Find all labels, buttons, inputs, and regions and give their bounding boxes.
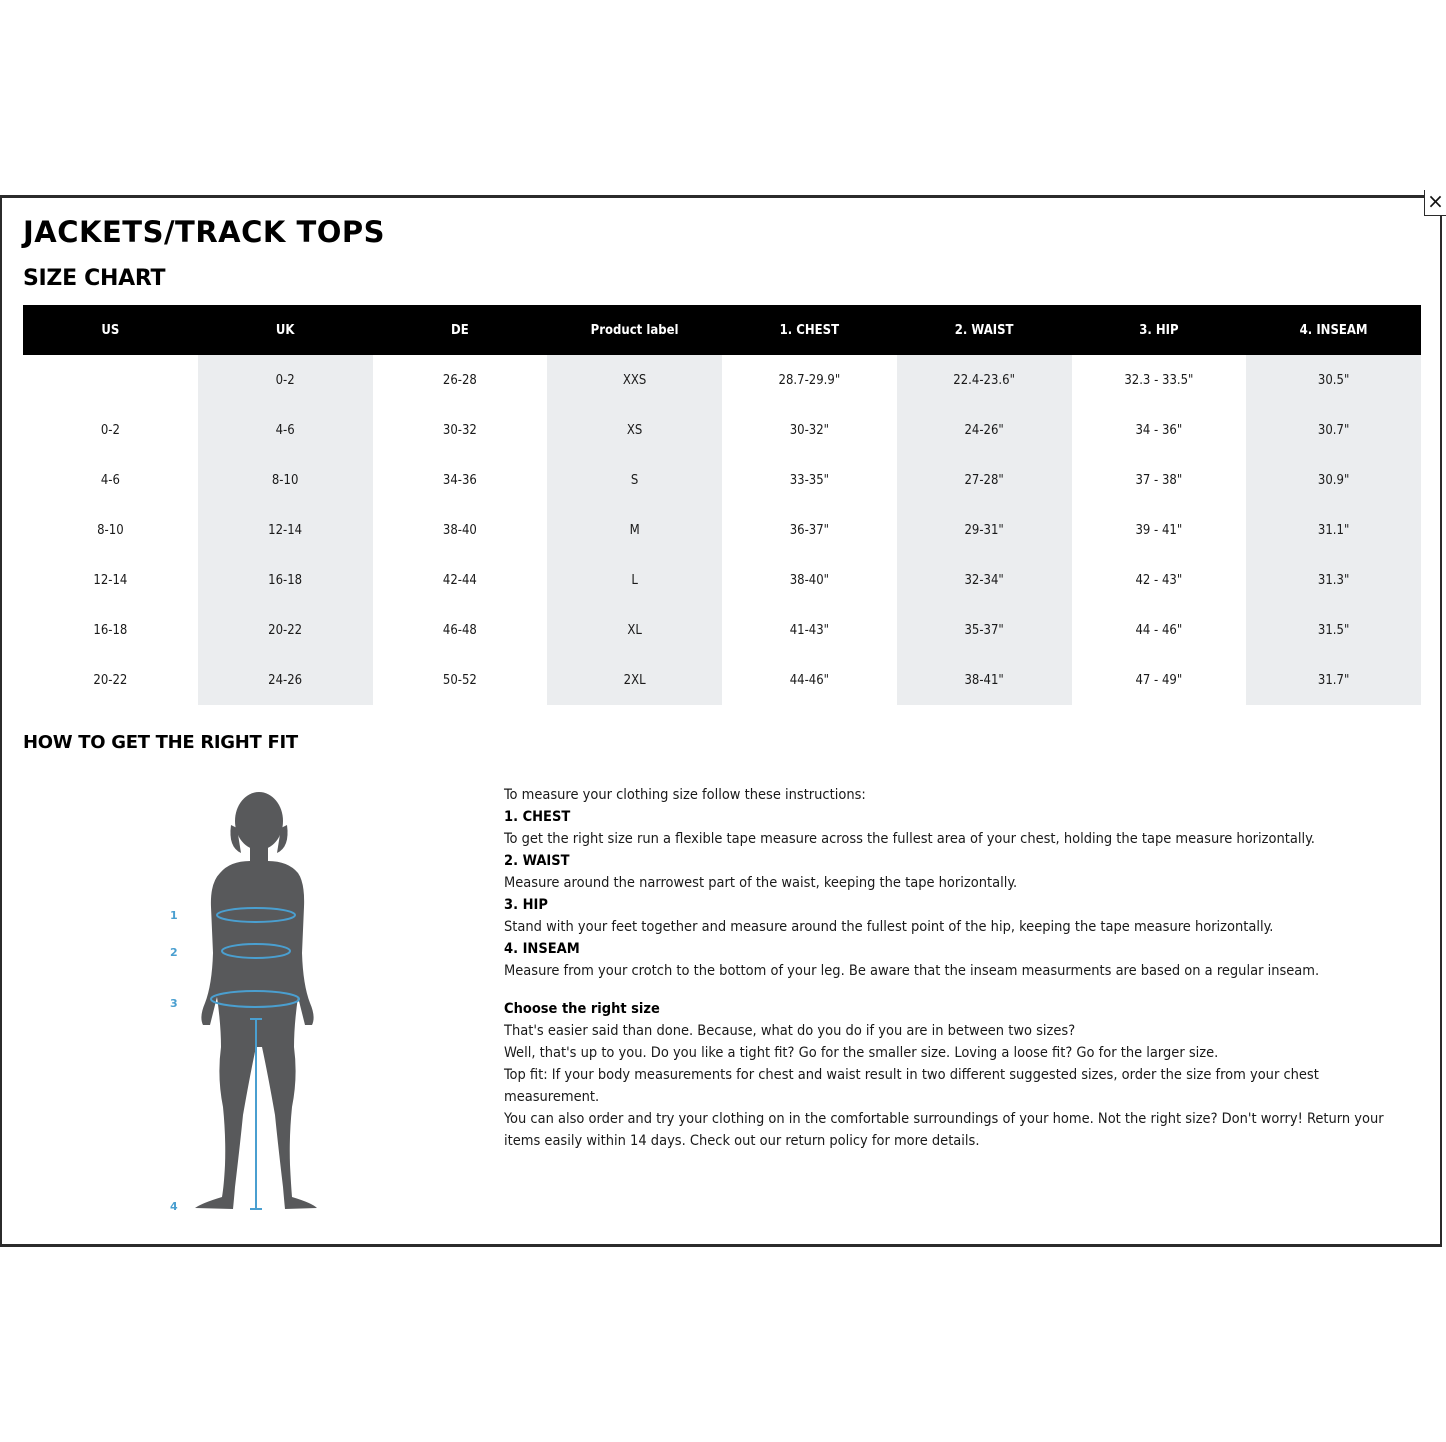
instructions-intro: To measure your clothing size follow these instructions: — [504, 787, 866, 803]
measure-label-chest: 1 — [170, 909, 178, 922]
cell-hip: 42 - 43" — [1135, 572, 1183, 588]
cell-hip: 34 - 36" — [1135, 422, 1183, 438]
cell-product-label: M — [547, 505, 722, 555]
cell-us: 0-2 — [100, 422, 120, 438]
cell-hip: 47 - 49" — [1135, 672, 1183, 688]
cell-uk: 4-6 — [198, 405, 373, 455]
cell-hip: 39 - 41" — [1135, 522, 1183, 538]
table-row — [23, 605, 1421, 655]
cell-inseam: 31.7" — [1246, 655, 1421, 705]
cell-uk: 20-22 — [198, 605, 373, 655]
cell-de: 34-36 — [442, 472, 477, 488]
cell-waist: 32-34" — [897, 555, 1072, 605]
cell-hip: 32.3 - 33.5" — [1124, 372, 1194, 388]
cell-chest: 36-37" — [789, 522, 830, 538]
cell-inseam: 31.3" — [1246, 555, 1421, 605]
fit-instructions — [504, 784, 1409, 1152]
cell-waist: 24-26" — [897, 405, 1072, 455]
column-header-waist: 2. WAIST — [897, 305, 1072, 355]
cell-waist: 27-28" — [897, 455, 1072, 505]
column-header-chest: 1. CHEST — [722, 305, 897, 355]
column-header-us: US — [23, 305, 198, 355]
chest-text: To get the right size run a flexible tape measure across the fullest area of your chest, holding the tape measure horizontally. — [504, 831, 1315, 847]
table-row — [23, 455, 1421, 505]
cell-uk: 16-18 — [198, 555, 373, 605]
cell-de: 30-32 — [442, 422, 477, 438]
cell-us: 12-14 — [93, 572, 128, 588]
page-title: JACKETS/TRACK TOPS — [23, 215, 386, 249]
hip-text: Stand with your feet together and measure around the fullest point of the hip, keeping the tape measure horizontally. — [504, 919, 1274, 935]
cell-us: 8-10 — [97, 522, 124, 538]
cell-uk: 8-10 — [198, 455, 373, 505]
cell-inseam: 30.7" — [1246, 405, 1421, 455]
table-row — [23, 505, 1421, 555]
cell-de: 50-52 — [442, 672, 477, 688]
cell-chest: 44-46" — [789, 672, 830, 688]
column-header-inseam: 4. INSEAM — [1246, 305, 1421, 355]
cell-waist: 38-41" — [897, 655, 1072, 705]
choose-size-text-3: Top fit: If your body measurements for chest and waist result in two different suggested sizes, order the size from your chest measurement. — [504, 1067, 1319, 1105]
table-header-row — [23, 305, 1421, 355]
cell-chest: 30-32" — [789, 422, 830, 438]
cell-inseam: 31.5" — [1246, 605, 1421, 655]
cell-product-label: XXS — [547, 355, 722, 405]
table-row — [23, 355, 1421, 405]
chest-title: 1. CHEST — [504, 809, 571, 825]
cell-chest: 33-35" — [789, 472, 830, 488]
cell-product-label: L — [547, 555, 722, 605]
cell-chest: 28.7-29.9" — [778, 372, 841, 388]
cell-us: 20-22 — [93, 672, 128, 688]
size-chart-heading: SIZE CHART — [23, 266, 166, 291]
cell-hip: 37 - 38" — [1135, 472, 1183, 488]
waist-title: 2. WAIST — [504, 853, 570, 869]
cell-waist: 29-31" — [897, 505, 1072, 555]
choose-size-text-2: Well, that's up to you. Do you like a tight fit? Go for the smaller size. Loving a loose fit? Go for the larger size. — [504, 1045, 1219, 1061]
cell-de: 26-28 — [442, 372, 477, 388]
cell-inseam: 31.1" — [1246, 505, 1421, 555]
column-header-product-label: Product label — [547, 305, 722, 355]
hip-title: 3. HIP — [504, 897, 548, 913]
close-button[interactable]: × — [1424, 190, 1446, 216]
inseam-title: 4. INSEAM — [504, 941, 580, 957]
cell-waist: 22.4-23.6" — [897, 355, 1072, 405]
table-row — [23, 655, 1421, 705]
cell-us: 16-18 — [93, 622, 128, 638]
fit-heading: HOW TO GET THE RIGHT FIT — [23, 732, 298, 753]
cell-chest: 41-43" — [789, 622, 830, 638]
cell-inseam: 30.9" — [1246, 455, 1421, 505]
measure-label-inseam: 4 — [170, 1200, 178, 1213]
choose-size-title: Choose the right size — [504, 1001, 660, 1017]
table-row — [23, 555, 1421, 605]
cell-product-label: 2XL — [547, 655, 722, 705]
column-header-hip: 3. HIP — [1072, 305, 1247, 355]
cell-inseam: 30.5" — [1246, 355, 1421, 405]
cell-product-label: XS — [547, 405, 722, 455]
inseam-text: Measure from your crotch to the bottom of your leg. Be aware that the inseam measurments are based on a regular inseam. — [504, 963, 1320, 979]
cell-de: 38-40 — [442, 522, 477, 538]
cell-uk: 0-2 — [198, 355, 373, 405]
choose-size-text-1: That's easier said than done. Because, what do you do if you are in between two sizes? — [504, 1023, 1076, 1039]
cell-de: 46-48 — [442, 622, 477, 638]
cell-chest: 38-40" — [789, 572, 830, 588]
cell-de: 42-44 — [442, 572, 477, 588]
cell-us: 4-6 — [100, 472, 120, 488]
column-header-de: DE — [373, 305, 548, 355]
measure-label-waist: 2 — [170, 946, 178, 959]
waist-text: Measure around the narrowest part of the waist, keeping the tape horizontally. — [504, 875, 1018, 891]
cell-product-label: XL — [547, 605, 722, 655]
size-table — [23, 305, 1421, 705]
cell-uk: 12-14 — [198, 505, 373, 555]
size-table-body — [23, 355, 1421, 705]
cell-product-label: S — [547, 455, 722, 505]
cell-uk: 24-26 — [198, 655, 373, 705]
body-measurement-figure — [140, 785, 340, 1220]
measure-label-hip: 3 — [170, 997, 178, 1010]
cell-us — [23, 355, 198, 405]
table-row — [23, 405, 1421, 455]
choose-size-text-4: You can also order and try your clothing on in the comfortable surroundings of your home. Not the right size? Don't worry! Return your items easily within 14 days. Check out our return policy for more details. — [504, 1111, 1384, 1149]
cell-hip: 44 - 46" — [1135, 622, 1183, 638]
column-header-uk: UK — [198, 305, 373, 355]
cell-waist: 35-37" — [897, 605, 1072, 655]
